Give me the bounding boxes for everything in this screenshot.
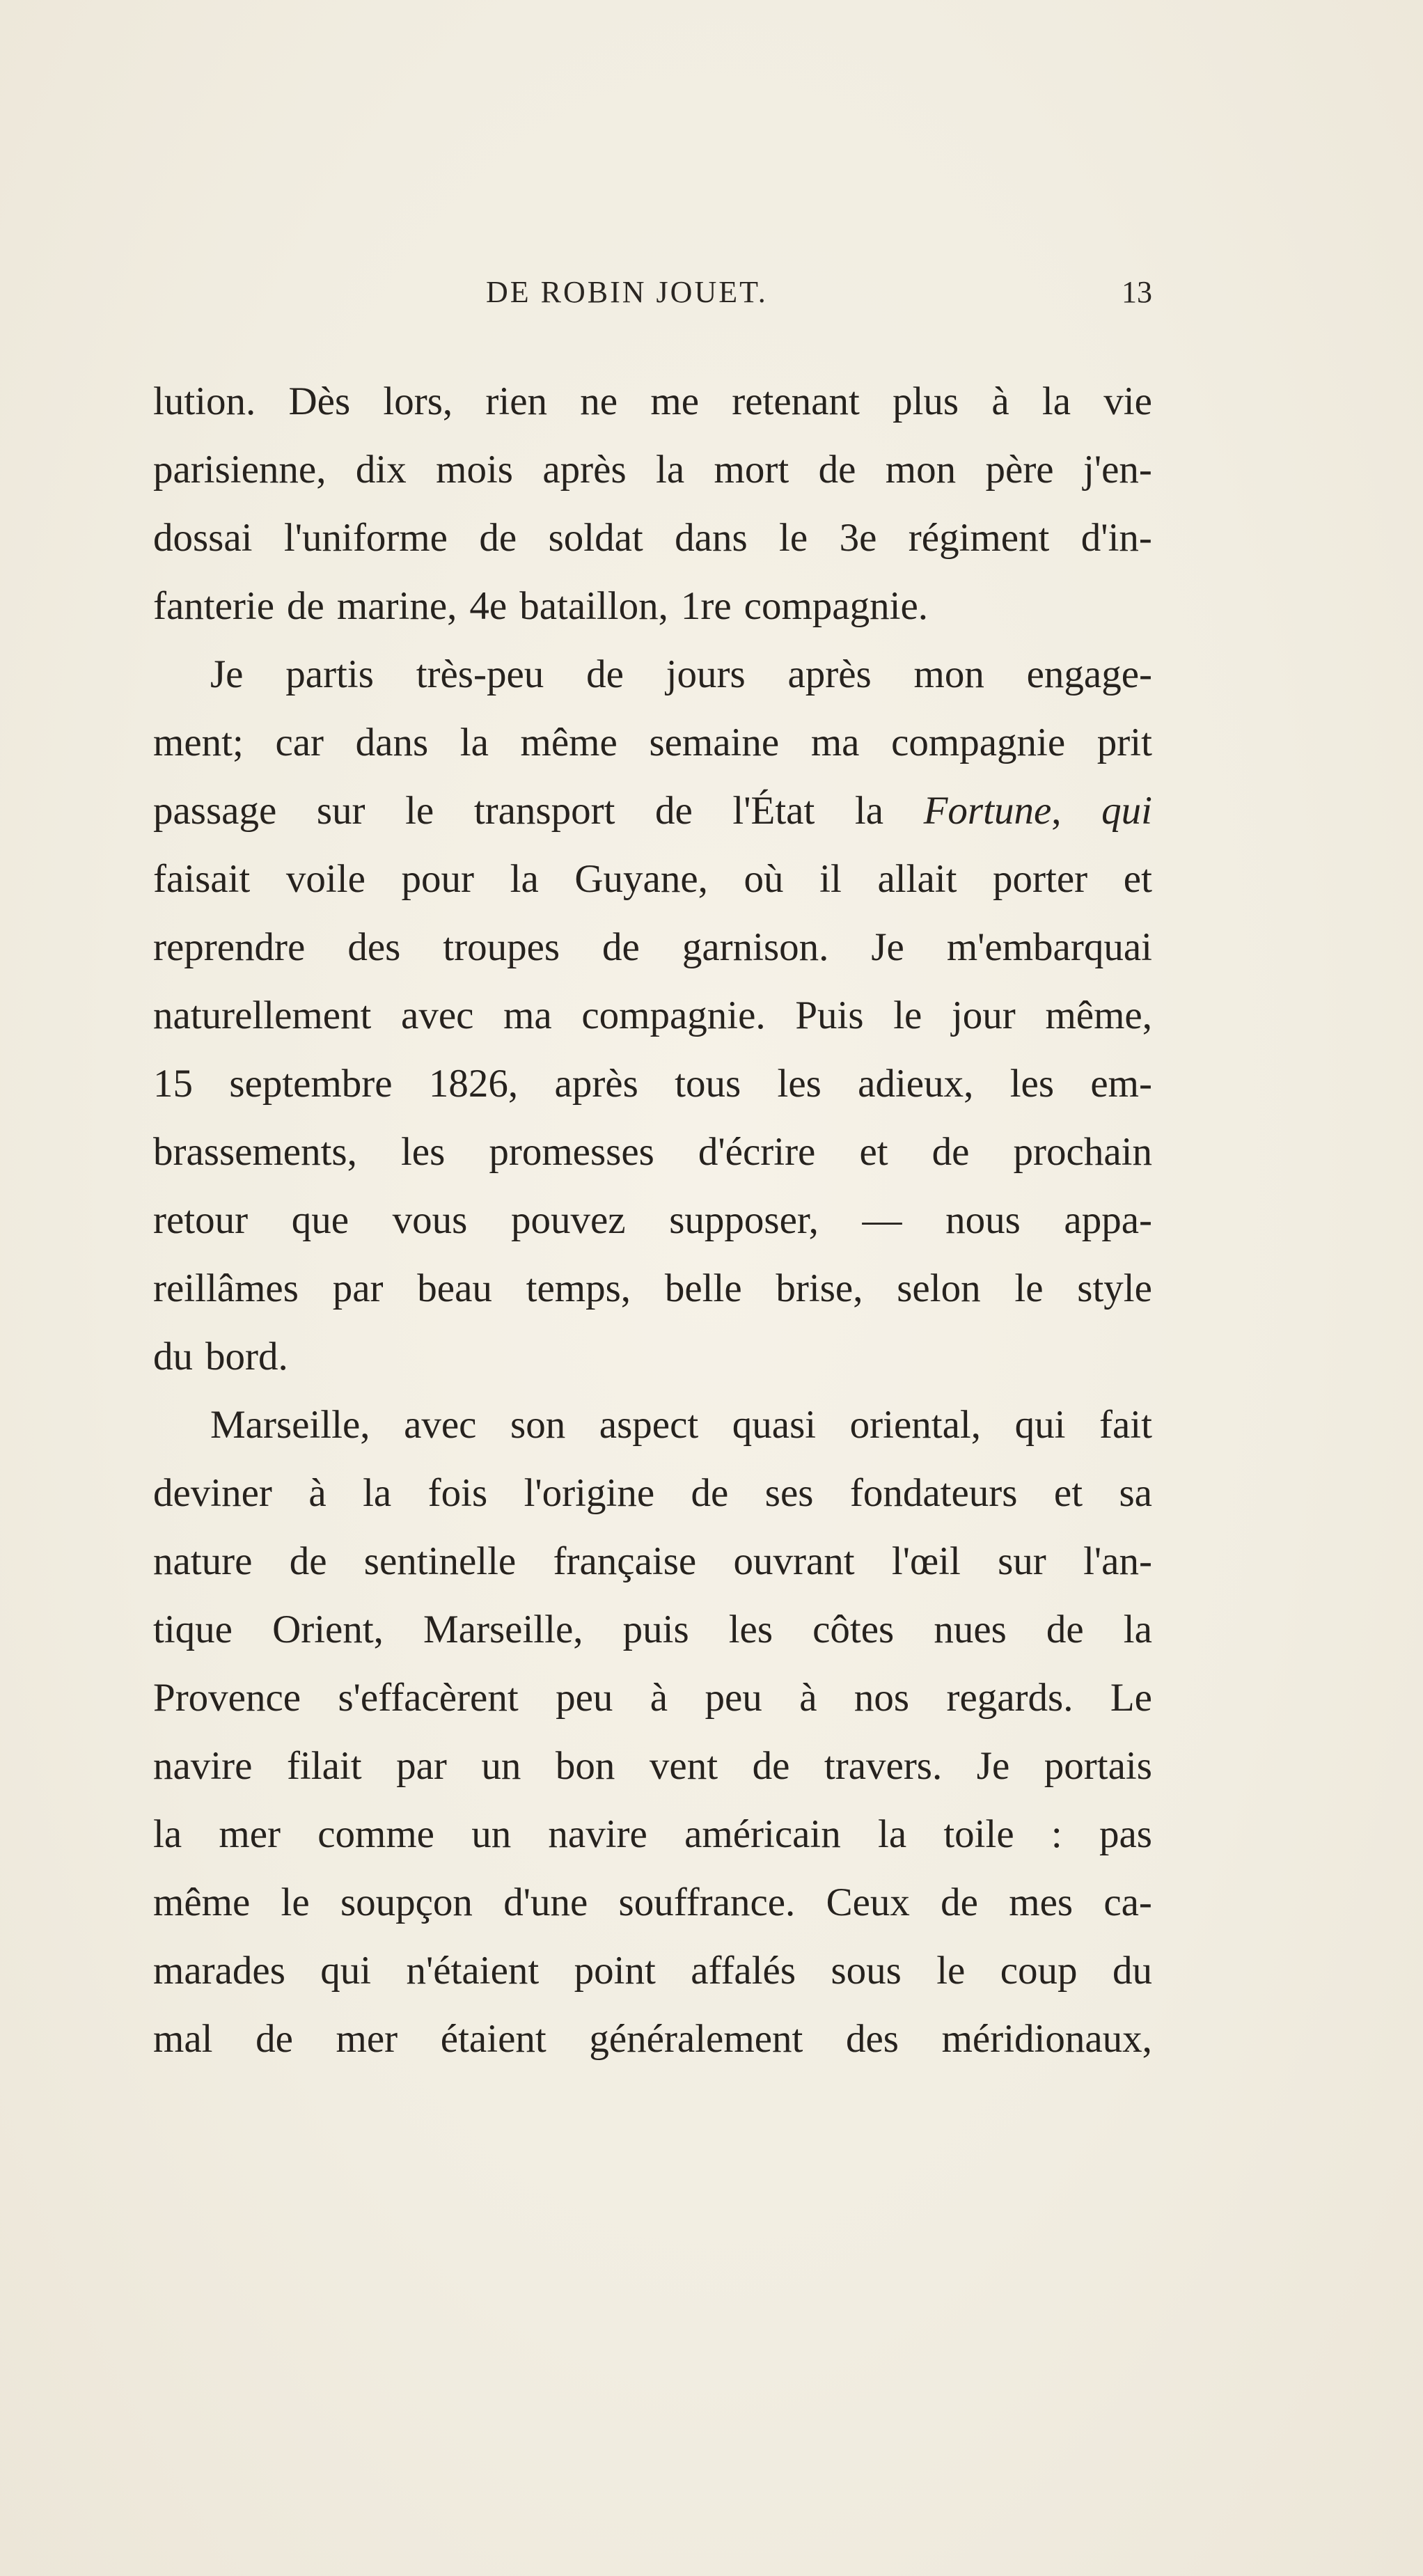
word: d'écrire <box>698 1130 816 1174</box>
word: sentinelle <box>363 1539 517 1583</box>
word: appa- <box>1064 1198 1152 1242</box>
word: ne <box>580 379 618 423</box>
word: navire <box>548 1812 647 1856</box>
word: les <box>1009 1062 1055 1106</box>
text-line <box>153 1869 1152 1937</box>
word: qui <box>320 1949 372 1993</box>
word: de <box>1046 1608 1084 1651</box>
word: marades <box>153 1949 285 1993</box>
word: bon <box>555 1744 615 1788</box>
word: jour <box>951 994 1016 1037</box>
word: la <box>1123 1608 1152 1651</box>
word: lors, <box>383 379 453 423</box>
word: la <box>153 1812 182 1856</box>
word: comme <box>317 1812 434 1856</box>
word: fondateurs <box>849 1471 1018 1515</box>
text-line <box>153 1255 1152 1323</box>
word: la <box>459 721 489 764</box>
word: Provence <box>153 1676 301 1720</box>
word: brassements, <box>153 1130 357 1174</box>
word: américain <box>684 1812 841 1856</box>
word: portais <box>1044 1744 1152 1788</box>
word: père <box>985 448 1054 492</box>
word: et <box>1123 857 1152 901</box>
word: bataillon, <box>519 584 668 628</box>
text-line <box>153 913 1152 982</box>
word: la <box>1041 379 1071 423</box>
word: de <box>691 1471 729 1515</box>
text-line <box>153 1050 1152 1118</box>
word: côtes <box>812 1608 895 1651</box>
word: reprendre <box>153 925 306 969</box>
word: nos <box>854 1676 910 1720</box>
word: toile <box>943 1812 1014 1856</box>
word: lution. <box>153 379 256 423</box>
word: tous <box>675 1062 741 1106</box>
word: 1826, <box>428 1062 519 1106</box>
word: même <box>520 721 618 764</box>
word: à <box>991 379 1009 423</box>
word: des <box>347 925 401 969</box>
word: sur <box>316 789 365 833</box>
word: engage- <box>1026 652 1152 696</box>
word: l'origine <box>524 1471 655 1515</box>
word: travers. <box>824 1744 943 1788</box>
word: et <box>859 1130 888 1174</box>
word: méridionaux, <box>941 2017 1152 2061</box>
word: sa <box>1119 1471 1152 1515</box>
word: après <box>542 448 627 492</box>
word: très-peu <box>416 652 544 696</box>
word: qui <box>1014 1403 1066 1447</box>
text-line <box>153 1118 1152 1186</box>
word: la <box>656 448 685 492</box>
text-line <box>153 504 1152 572</box>
word: de <box>931 1130 970 1174</box>
word: de <box>255 2017 293 2061</box>
word: bord. <box>205 1335 288 1379</box>
word: septembre <box>229 1062 393 1106</box>
word: point <box>574 1949 656 1993</box>
word: m'embarquai <box>946 925 1152 969</box>
word: Marseille, <box>423 1608 583 1651</box>
text-line <box>153 1664 1152 1732</box>
word: Dès <box>288 379 351 423</box>
word: dans <box>675 516 748 560</box>
text-line <box>153 2005 1152 2073</box>
word: régiment <box>908 516 1050 560</box>
word: nues <box>934 1608 1007 1651</box>
word: porter <box>993 857 1088 901</box>
word: et <box>1053 1471 1083 1515</box>
word: nature <box>153 1539 253 1583</box>
text-line <box>153 709 1152 777</box>
word: peu <box>556 1676 613 1720</box>
word: un <box>481 1744 521 1788</box>
page-number: 13 <box>1122 275 1152 309</box>
word: partis <box>285 652 374 696</box>
word: dix <box>355 448 407 492</box>
word: pas <box>1099 1812 1152 1856</box>
word: ses <box>764 1471 814 1515</box>
word: ouvrant <box>733 1539 855 1583</box>
word: de <box>287 584 324 628</box>
word: parisienne, <box>153 448 327 492</box>
word: les <box>777 1062 821 1106</box>
text-line <box>153 436 1152 504</box>
word: garnison. <box>682 925 829 969</box>
word: compagnie. <box>581 994 766 1037</box>
word: mon <box>913 652 984 696</box>
text-line <box>153 641 1152 709</box>
word: fanterie <box>153 584 275 628</box>
word: qui <box>1101 789 1152 833</box>
word: Je <box>871 925 904 969</box>
word: généralement <box>589 2017 803 2061</box>
text-line <box>153 1596 1152 1664</box>
word: compagnie. <box>744 584 928 628</box>
word: navire <box>153 1744 253 1788</box>
word: peu <box>705 1676 762 1720</box>
word: 1re <box>680 584 732 628</box>
running-title: DE ROBIN JOUET. <box>486 275 768 309</box>
word: quasi <box>732 1403 817 1447</box>
word: affalés <box>691 1949 796 1993</box>
text-line <box>153 368 1152 436</box>
word: avec <box>401 994 474 1037</box>
word: voile <box>285 857 365 901</box>
word: mer <box>219 1812 281 1856</box>
word: du <box>1112 1949 1152 1993</box>
word: après <box>787 652 872 696</box>
word: em- <box>1090 1062 1152 1106</box>
word: troupes <box>443 925 560 969</box>
word: mer <box>336 2017 398 2061</box>
word: Je <box>210 652 244 696</box>
word: le <box>281 1880 310 1924</box>
word: d'in- <box>1080 516 1152 560</box>
word: de <box>655 789 693 833</box>
word: 4e <box>469 584 508 628</box>
word: la <box>363 1471 392 1515</box>
word: deviner <box>153 1471 272 1515</box>
word: marine, <box>336 584 457 628</box>
word: mort <box>714 448 789 492</box>
word: de <box>586 652 624 696</box>
word: le <box>936 1949 966 1993</box>
word: ment; <box>153 721 244 764</box>
word: à <box>308 1471 327 1515</box>
word: Puis <box>795 994 864 1037</box>
word: s'effacèrent <box>338 1676 519 1720</box>
word: coup <box>1000 1949 1078 1993</box>
word: soldat <box>548 516 643 560</box>
text-line <box>153 1732 1152 1800</box>
word: adieux, <box>858 1062 974 1106</box>
word: son <box>510 1403 566 1447</box>
word: de <box>479 516 517 560</box>
word: la <box>877 1812 907 1856</box>
text-line <box>153 845 1152 913</box>
word: Le <box>1110 1676 1152 1720</box>
word: j'en- <box>1083 448 1152 492</box>
word: prochain <box>1013 1130 1152 1174</box>
word: les <box>728 1608 773 1651</box>
word: brise, <box>776 1266 863 1310</box>
word: pouvez <box>510 1198 626 1242</box>
text-line <box>153 1800 1152 1869</box>
word: avec <box>404 1403 477 1447</box>
word: l'État <box>732 789 815 833</box>
word: car <box>275 721 324 764</box>
word: allait <box>877 857 957 901</box>
word: le <box>779 516 808 560</box>
word: naturellement <box>153 994 372 1037</box>
word: ca- <box>1103 1880 1152 1924</box>
word: de <box>941 1880 978 1924</box>
word: faisait <box>153 857 251 901</box>
word: — <box>862 1198 902 1242</box>
word: 15 <box>153 1062 193 1106</box>
word: l'œil <box>891 1539 961 1583</box>
word: supposer, <box>669 1198 819 1242</box>
text-line <box>153 1527 1152 1596</box>
word: par <box>332 1266 384 1310</box>
word: dossai <box>153 516 253 560</box>
word: rien <box>485 379 548 423</box>
word: regards. <box>946 1676 1074 1720</box>
word: la <box>510 857 539 901</box>
word: tique <box>153 1608 233 1651</box>
word: Fortune, <box>923 789 1062 833</box>
word: le <box>405 789 434 833</box>
word: oriental, <box>849 1403 982 1447</box>
text-line <box>153 777 1152 845</box>
word: même, <box>1045 994 1152 1037</box>
word: sous <box>831 1949 902 1993</box>
word: nous <box>945 1198 1021 1242</box>
word: 3e <box>839 516 877 560</box>
word: après <box>554 1062 638 1106</box>
word: reillâmes <box>153 1266 299 1310</box>
word: de <box>289 1539 327 1583</box>
word: où <box>744 857 784 901</box>
word: puis <box>622 1608 689 1651</box>
text-line <box>153 1937 1152 2005</box>
word: de <box>752 1744 790 1788</box>
word: beau <box>417 1266 492 1310</box>
word: fois <box>427 1471 488 1515</box>
word: il <box>819 857 842 901</box>
word: étaient <box>440 2017 547 2061</box>
text-line <box>153 982 1152 1050</box>
text-line <box>153 572 1152 641</box>
word: ma <box>503 994 552 1037</box>
word: semaine <box>649 721 780 764</box>
word: vous <box>392 1198 468 1242</box>
word: du <box>153 1335 193 1379</box>
word: Je <box>976 1744 1010 1788</box>
word: souffrance. <box>618 1880 796 1924</box>
word: temps, <box>526 1266 631 1310</box>
word: plus <box>893 379 959 423</box>
text-line <box>153 1459 1152 1527</box>
word: ma <box>810 721 860 764</box>
text-line <box>153 1323 1152 1391</box>
word: transport <box>473 789 615 833</box>
word: fait <box>1099 1403 1152 1447</box>
word: Ceux <box>826 1880 910 1924</box>
word: même <box>153 1880 251 1924</box>
word: française <box>553 1539 697 1583</box>
word: la <box>854 789 884 833</box>
word: des <box>845 2017 899 2061</box>
word: : <box>1051 1812 1062 1856</box>
word: de <box>602 925 640 969</box>
word: un <box>471 1812 512 1856</box>
text-line <box>153 1391 1152 1459</box>
word: vent <box>649 1744 718 1788</box>
word: retour <box>153 1198 249 1242</box>
word: passage <box>153 789 277 833</box>
word: le <box>893 994 922 1037</box>
word: style <box>1077 1266 1152 1310</box>
word: sur <box>998 1539 1046 1583</box>
word: le <box>1014 1266 1044 1310</box>
word: selon <box>897 1266 981 1310</box>
text-line <box>153 1186 1152 1255</box>
word: à <box>650 1676 668 1720</box>
word: jours <box>666 652 746 696</box>
word: me <box>650 379 699 423</box>
word: par <box>396 1744 447 1788</box>
word: n'étaient <box>406 1949 540 1993</box>
word: de <box>818 448 856 492</box>
word: dans <box>355 721 429 764</box>
word: les <box>400 1130 446 1174</box>
word: Orient, <box>272 1608 384 1651</box>
word: mon <box>885 448 957 492</box>
word: filait <box>286 1744 362 1788</box>
word: à <box>799 1676 817 1720</box>
page-header <box>153 268 1152 317</box>
word: que <box>291 1198 349 1242</box>
word: mal <box>153 2017 213 2061</box>
word: mes <box>1009 1880 1074 1924</box>
word: Marseille, <box>210 1403 370 1447</box>
word: prit <box>1096 721 1152 764</box>
word: mois <box>436 448 513 492</box>
word: l'an- <box>1083 1539 1152 1583</box>
word: Guyane, <box>574 857 708 901</box>
word: soupçon <box>340 1880 473 1924</box>
word: compagnie <box>891 721 1066 764</box>
word: vie <box>1103 379 1152 423</box>
word: promesses <box>489 1130 654 1174</box>
word: belle <box>664 1266 742 1310</box>
word: pour <box>401 857 474 901</box>
word: retenant <box>732 379 860 423</box>
body-text <box>153 368 1152 2073</box>
word: aspect <box>599 1403 699 1447</box>
word: l'uniforme <box>283 516 448 560</box>
word: d'une <box>503 1880 588 1924</box>
